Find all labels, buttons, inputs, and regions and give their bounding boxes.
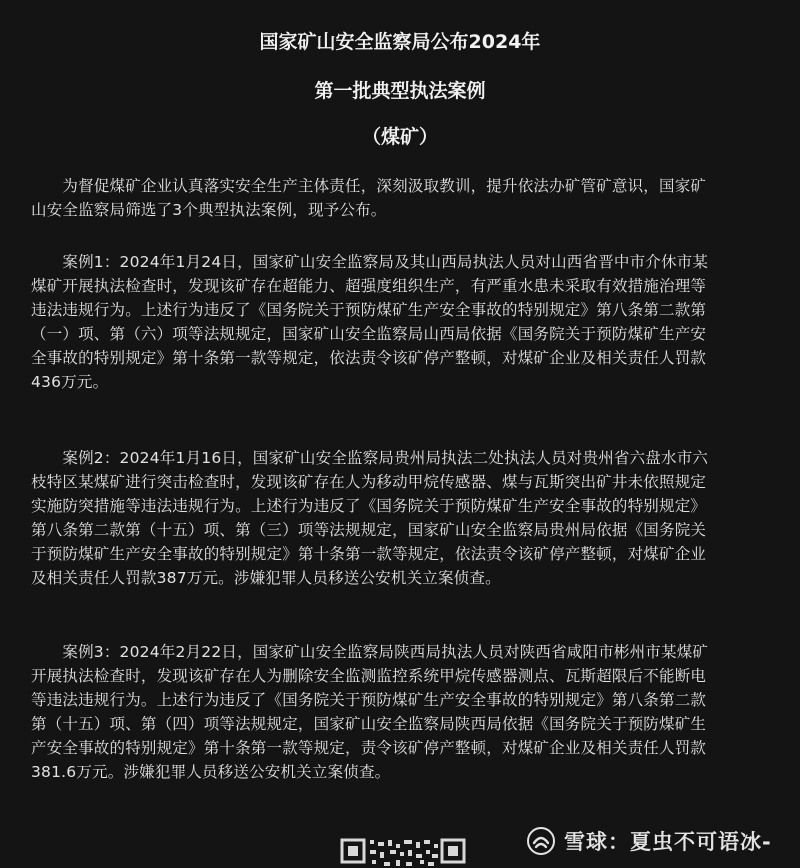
case-line: 第八条第二款第（十五）项、第（三）项等法规规定，国家矿山安全监察局贵州局依据《国务院关 <box>31 521 707 539</box>
case-line: 煤矿开展执法检查时，发现该矿存在超能力、超强度组织生产，有严重水患未采取有效措施治理等 <box>31 277 707 295</box>
intro-paragraph <box>31 174 773 222</box>
case-line: 381.6万元。涉嫌犯罪人员移送公安机关立案侦查。 <box>31 763 391 781</box>
case-line: 实施防突措施等违法违规行为。上述行为违反了《国务院关于预防煤矿生产安全事故的特别规定》 <box>31 497 707 515</box>
qr-code-icon <box>340 838 466 868</box>
case-line: 案例1：2024年1月24日，国家矿山安全监察局及其山西局执法人员对山西省晋中市介休市某 <box>31 253 709 271</box>
case-1-paragraph <box>31 250 773 394</box>
case-line: 枝特区某煤矿进行突击检查时，发现该矿存在人为移动甲烷传感器、煤与瓦斯突出矿井未依照规定 <box>31 473 707 491</box>
xueqiu-logo-icon <box>526 826 556 856</box>
case-line: 案例3：2024年2月22日，国家矿山安全监察局陕西局执法人员对陕西省咸阳市彬州市某煤矿 <box>31 643 709 661</box>
watermark-text: 雪球：夏虫不可语冰- <box>564 830 772 854</box>
case-line: （一）项、第（六）项等法规规定，国家矿山安全监察局山西局依据《国务院关于预防煤矿生产安 <box>31 325 707 343</box>
case-line: 产安全事故的特别规定》第十条第一款等规定，责令该矿停产整顿，对煤矿企业及相关责任人罚款 <box>31 739 707 757</box>
case-line: 开展执法检查时，发现该矿存在人为删除安全监测监控系统甲烷传感器测点、瓦斯超限后不能断电 <box>31 667 707 685</box>
case-3-paragraph <box>31 640 773 784</box>
case-2-paragraph <box>31 446 773 590</box>
case-line: 违法违规行为。上述行为违反了《国务院关于预防煤矿生产安全事故的特别规定》第八条第二款第 <box>31 301 707 319</box>
case-line: 第（十五）项、第（四）项等法规规定，国家矿山安全监察局陕西局依据《国务院关于预防煤矿生 <box>31 715 707 733</box>
case-line: 全事故的特别规定》第十条第一款等规定，依法责令该矿停产整顿，对煤矿企业及相关责任人罚款 <box>31 349 707 367</box>
title-line-3: （煤矿） <box>361 126 438 148</box>
intro-line: 为督促煤矿企业认真落实安全生产主体责任，深刻汲取教训，提升依法办矿管矿意识，国家矿 <box>31 177 707 195</box>
title-line-2: 第一批典型执法案例 <box>314 80 486 102</box>
watermark <box>526 824 772 858</box>
case-line: 于预防煤矿生产安全事故的特别规定》第十条第一款等规定，依法责令该矿停产整顿，对煤矿企业 <box>31 545 707 563</box>
case-line: 案例2：2024年1月16日，国家矿山安全监察局贵州局执法二处执法人员对贵州省六盘水市六 <box>31 449 709 467</box>
intro-line: 山安全监察局筛选了3个典型执法案例，现予公布。 <box>31 201 387 219</box>
title-line-1: 国家矿山安全监察局公布2024年 <box>259 31 541 53</box>
case-line: 及相关责任人罚款387万元。涉嫌犯罪人员移送公安机关立案侦查。 <box>31 569 501 587</box>
case-line: 等违法违规行为。上述行为违反了《国务院关于预防煤矿生产安全事故的特别规定》第八条第二款 <box>31 691 707 709</box>
case-line: 436万元。 <box>31 373 109 391</box>
